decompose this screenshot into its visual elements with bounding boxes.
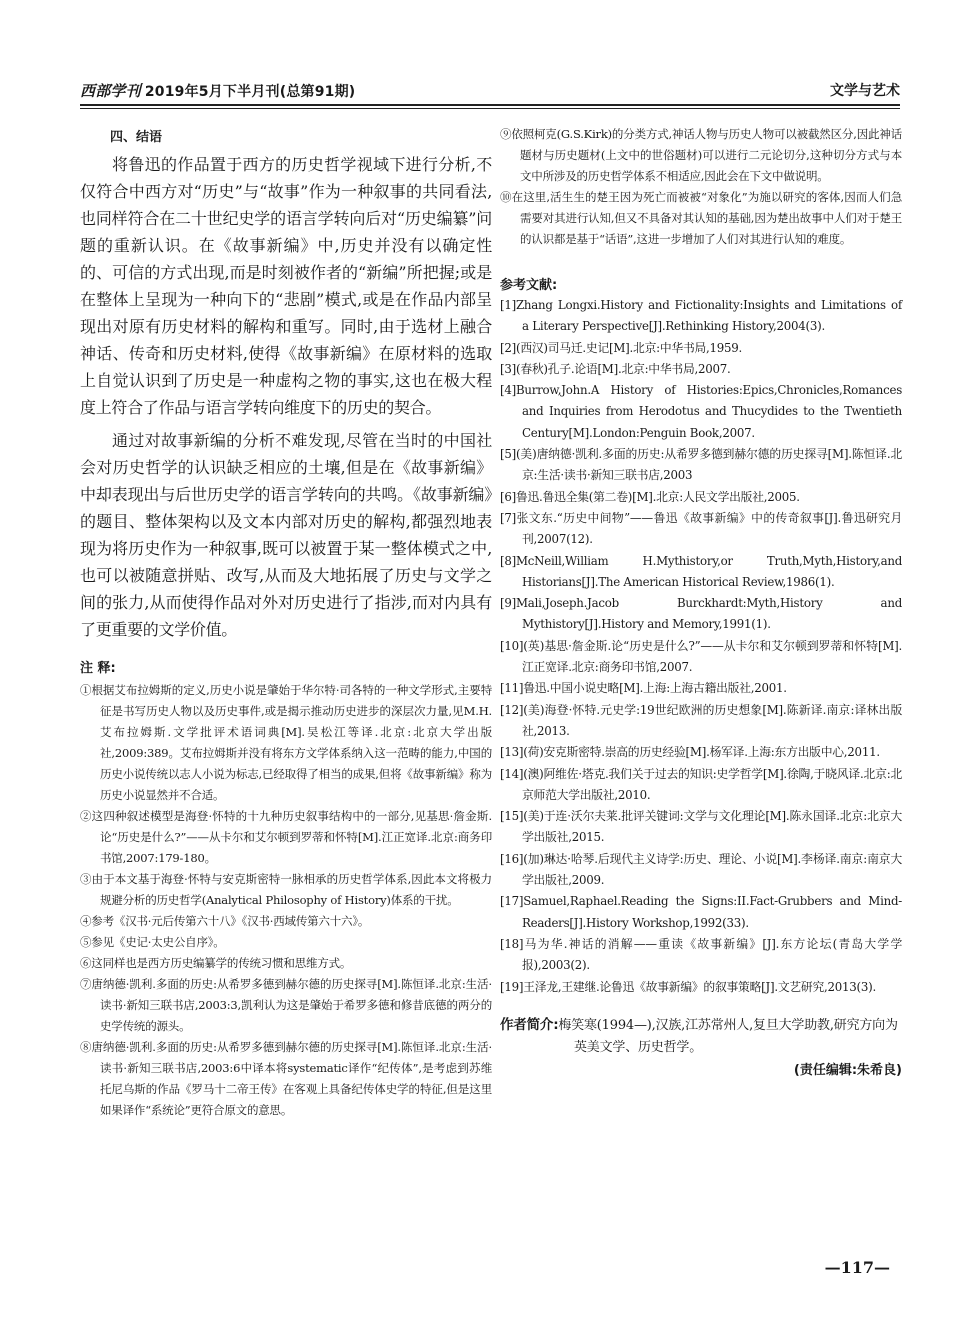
header-left [80,80,355,101]
running-header [80,80,900,102]
author-bio [500,1014,902,1059]
reference-item: [14](澳)阿维佐·塔克.我们关于过去的知识:史学哲学[M].徐陶,于晓风译.北京:北京师范大学出版社,2010. [500,766,902,802]
note-item: ②这四种叙述模型是海登·怀特的十九种历史叙事结构中的一部分,见基思·詹金斯.论“历史是什么?”——从卡尔和艾尔顿到罗蒂和怀特[M].江正宽译.北京:商务印书馆,2007:179-180。 [80,809,492,865]
left-column [80,124,492,1121]
note-item: ①根据艾布拉姆斯的定义,历史小说是肇始于华尔特·司各特的一种文学形式,主要特征是书写历史人物以及历史事件,或是揭示推动历史进步的深层次力量,见M.H.艾布拉姆斯.文学批评术语词典[M].吴松江等译.北京:北京大学出版社,2009:389。艾布拉姆斯并没有将东方文学体系纳入这一范畴的能力,中国的历史小说传统以志人小说为标志,已经取得了相当的成果,但将《故事新编》称为历史小说显然并不合适。 [80,683,492,802]
reference-item: [10](英)基思·詹金斯.论“历史是什么?”——从卡尔和艾尔顿到罗蒂和怀特[M].江正宽译.北京:商务印书馆,2007. [500,638,902,675]
header-rule-thin [80,108,900,109]
note-item: ⑥这同样也是西方历史编纂学的传统习惯和思维方式。 [80,956,352,970]
note-item: ⑩在这里,活生生的楚王因为死亡而被被“对象化”为施以研究的客体,因而人们急需要对其进行认知,但又不具备对其认知的基础,因为楚出故事中人们对于楚王的认识都是基于“话语”,这进一步增加了人们对其进行认知的难度。 [500,190,902,246]
journal-name: 西部学刊 [80,82,141,100]
note-item: ⑧唐纳德·凯利.多面的历史:从希罗多德到赫尔德的历史探寻[M].陈恒译.北京:生活·读书·新知三联书店,2003:6中译本将systematic译作“纪传体”,是考虑到苏维托尼乌斯的作品《罗马十二帝王传》在客观上具备纪传体史学的特征,但是这里如果译作“系统论”更符合原文的意思。 [80,1040,492,1117]
note-item: ④参考《汉书·元后传第六十八》《汉书·西域传第六十六》。 [80,914,370,928]
reference-item: [13](荷)安克斯密特.崇高的历史经验[M].杨军译.上海:东方出版中心,2011. [500,745,880,760]
conclusion-paragraph: 通过对故事新编的分析不难发现,尽管在当时的中国社会对历史哲学的认识缺乏相应的土壤,但是在《故事新编》中却表现出与后世历史学的语言学转向的共鸣。《故事新编》的题目、整体架构以及文本内部对历史的解构,都强烈地表现为将历史作为一种叙事,既可以被置于某一整体模式之中,也可以被随意拼贴、改写,从而及大地拓展了历史与文学之间的张力,从而使得作品对外对历史进行了指涉,而对内具有了更重要的文学价值。 [80,431,492,639]
reference-item: [4]Burrow,John.A History of Histories:Epics,Chronicles,Romances and Inquiries from Herodotus and Thucydides to the Twentieth Century[M].London:Penguin Book,2007. [500,383,902,440]
reference-item: [16](加)琳达·哈琴.后现代主义诗学:历史、理论、小说[M].李杨译.南京:南京大学出版社,2009. [500,851,902,888]
responsible-editor: (责任编辑:朱希良) [793,1062,902,1078]
bio-text: 梅笑寒(1994—),汉族,江苏常州人,复旦大学助教,研究方向为英美文学、历史哲学。 [558,1017,898,1055]
page-number: —117— [824,1258,890,1277]
note-item: ③由于本文基于海登·怀特与安克斯密特一脉相承的历史哲学体系,因此本文将极力规避分析的历史哲学(Analytical Philosophy of History)体系的干扰。 [80,872,492,907]
reference-item: [2](西汉)司马迁.史记[M].北京:中华书局,1959. [500,340,743,355]
section-name: 文学与艺术 [830,83,900,99]
bio-label: 作者简介: [500,1016,559,1033]
reference-item: [19]王泽龙,王建继.论鲁迅《故事新编》的叙事策略[J].文艺研究,2013(3). [500,979,877,994]
reference-item: [12](美)海登·怀特.元史学:19世纪欧洲的历史想象[M].陈新译.南京:译林出版社,2013. [500,702,902,738]
reference-item: [18]马为华.神话的消解——重读《故事新编》[J].东方论坛(青岛大学学报),2003(2). [500,936,902,973]
reference-item: [7]张文东.“历史中间物”——鲁迅《故事新编》中的传奇叙事[J].鲁迅研究月刊,2007(12). [500,510,902,547]
reference-item: [5](美)唐纳德·凯利.多面的历史:从希罗多德到赫尔德的历史探寻[M].陈恒译.北京:生活·读书·新知三联书店,2003 [500,447,902,483]
note-item: ⑨依照柯克(G.S.Kirk)的分类方式,神话人物与历史人物可以被截然区分,因此神话题材与历史题材(上文中的世俗题材)可以进行二元论切分,这种切分方式与本文中所涉及的历史哲学体系不相适应,因此会在下文中做说明。 [500,127,902,183]
reference-item: [6]鲁迅.鲁迅全集(第二卷)[M].北京:人民文学出版社,2005. [500,489,800,504]
reference-item: [1]Zhang Longxi.History and Fictionality:Insights and Limitations of a Literary Perspective[J].Rethinking History,2004(3). [500,298,902,334]
references-heading: 参考文献: [500,278,558,293]
reference-item: [17]Samuel,Raphael.Reading the Signs:II.Fact-Grubbers and Mind-Readers[J].History Workshop,1992(33). [500,894,902,930]
issue-info: 2019年5月下半月刊(总第91期) [144,84,356,100]
reference-item: [11]鲁迅.中国小说史略[M].上海:上海古籍出版社,2001. [500,681,787,696]
reference-item: [9]Mali,Joseph.Jacob Burckhardt:Myth,History and Mythistory[J].History and Memory,1991(1). [500,596,902,632]
reference-item: [8]McNeill,William H.Mythistory,or Truth,Myth,History,and Historians[J].The American Historical Review,1986(1). [500,553,902,589]
conclusion-paragraph: 将鲁迅的作品置于西方的历史哲学视域下进行分析,不仅符合中西方对“历史”与“故事”作为一种叙事的共同看法,也同样符合在二十世纪史学的语言学转向后对“历史编纂”问题的重新认识。在《故事新编》中,历史并没有以确定性的、可信的方式出现,而是时刻被作者的“新编”所把握;或是在整体上呈现为一种向下的“悲剧”模式,或是在作品内部呈现出对原有历史材料的解构和重写。同时,由于选材上融合神话、传奇和历史材料,使得《故事新编》在原材料的选取上自觉认识到了历史是一种虚构之物的事实,这也在极大程度上符合了作品与语言学转向维度下的历史的契合。 [80,155,492,417]
conclusion-heading: 四、结语 [110,130,163,145]
reference-item: [3](春秋)孔子.论语[M].北京:中华书局,2007. [500,361,731,376]
note-item: ⑤参见《史记·太史公自序》。 [80,935,225,949]
header-rule [80,104,900,106]
note-item: ⑦唐纳德·凯利.多面的历史:从希罗多德到赫尔德的历史探寻[M].陈恒译.北京:生活·读书·新知三联书店,2003:3,凯利认为这是肇始于希罗多德和修昔底德的两分的史学传统的源头。 [80,977,492,1033]
notes-heading: 注 释: [80,661,116,676]
right-column [500,124,902,1078]
reference-item: [15](美)于连·沃尔夫莱.批评关键词:文学与文化理论[M].陈永国译.北京:北京大学出版社,2015. [500,809,902,845]
